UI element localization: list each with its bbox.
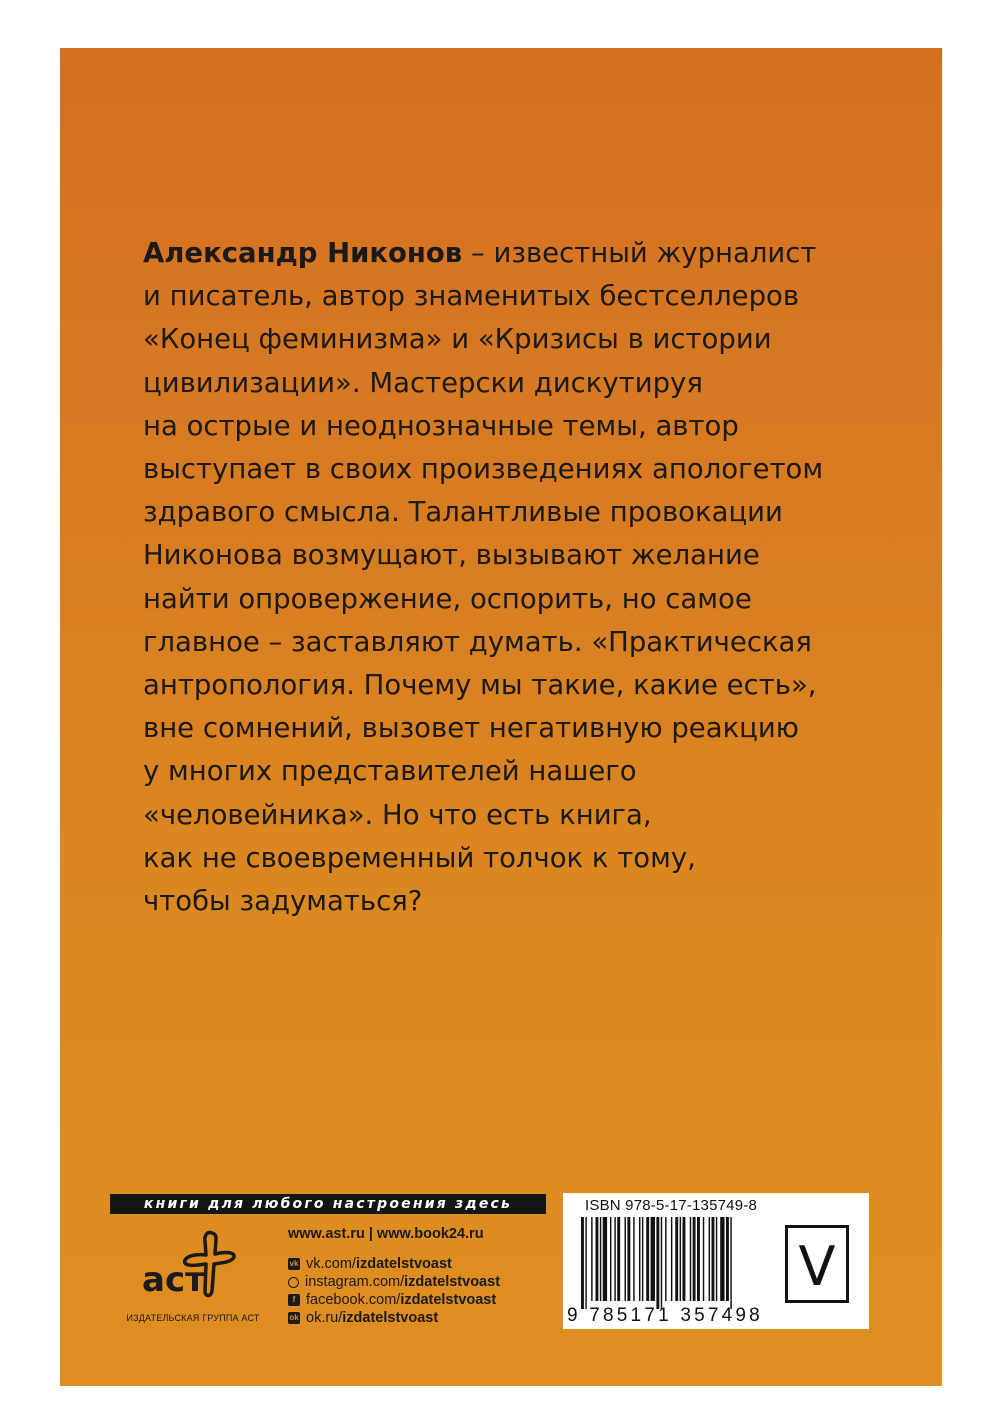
book-description [143, 232, 843, 923]
barcode-bar [730, 1217, 731, 1309]
barcode-bar [661, 1217, 662, 1309]
barcode-bar [693, 1217, 696, 1301]
ok-icon: ok [289, 1313, 299, 1322]
barcode-bar [680, 1217, 681, 1301]
blurb-line: «человейника». Но что есть книга, [143, 798, 652, 831]
logo-text: аст [142, 1260, 205, 1300]
barcode-bar [600, 1217, 601, 1301]
barcode-bar [625, 1217, 626, 1301]
blurb-line: чтобы задуматься? [143, 885, 423, 918]
publisher-logo [118, 1225, 268, 1325]
ast-logo-icon [138, 1225, 248, 1305]
barcode-bar [656, 1217, 659, 1309]
age-rating-icon [785, 1225, 849, 1303]
vk-icon: vk [289, 1259, 299, 1268]
barcode-bar [690, 1217, 691, 1301]
barcode-bar [712, 1217, 715, 1301]
barcode-bar [665, 1217, 666, 1301]
barcode-bar [671, 1217, 672, 1301]
isbn-label: ISBN 978-5-17-135749-8 [585, 1197, 758, 1214]
barcode-bar [720, 1217, 724, 1301]
instagram-icon [288, 1277, 299, 1288]
barcode-panel [563, 1193, 869, 1329]
publisher-links [288, 1226, 548, 1327]
age-rating-letter: V [798, 1235, 836, 1298]
barcode-bar [627, 1217, 630, 1301]
barcode-bar [585, 1217, 586, 1309]
barcode-bar [603, 1217, 607, 1301]
blurb-line: и писатель, автор знаменитых бестселлеров [143, 280, 800, 313]
social-link-instagram[interactable]: instagram.com/ izdatelstvoast [288, 1273, 548, 1291]
barcode-bar [675, 1217, 678, 1301]
blurb-line: найти опровержение, оспорить, но самое [143, 582, 752, 615]
blurb-line: антропология. Почему мы такие, какие есть», [143, 669, 817, 702]
barcode-bar [726, 1217, 729, 1301]
blurb-line: на острые и неоднозначные темы, автор [143, 409, 739, 442]
barcode-bar [642, 1217, 643, 1301]
blurb-line: главное – заставляют думать. «Практическая [143, 625, 812, 658]
barcode-bar [651, 1217, 655, 1301]
blurb-line: у многих представителей нашего [143, 755, 637, 788]
facebook-icon: f [288, 1294, 300, 1306]
barcode-bar [709, 1217, 710, 1301]
blurb-line: Александр Никонов – известный журналист [143, 237, 817, 269]
barcode-digits: 9 785171 357498 [567, 1305, 763, 1326]
barcode-bar [614, 1217, 615, 1301]
blurb-line: здравого смысла. Талантливые провокации [143, 496, 783, 529]
barcode-bar [610, 1217, 611, 1301]
barcode-bar [617, 1217, 620, 1301]
website-links[interactable]: www.ast.ru | www.book24.ru [288, 1226, 484, 1242]
social-link-ok[interactable]: ok ok.ru/ izdatelstvoast [289, 1310, 439, 1326]
barcode-bar [596, 1217, 599, 1301]
publisher-slogan: книги для любого настроения здесь [110, 1194, 546, 1214]
barcode-icon [577, 1217, 787, 1309]
blurb-line: выступает в своих произведениях апологетом [143, 453, 824, 486]
barcode-bar [633, 1217, 634, 1301]
barcode-bar [683, 1217, 686, 1301]
blurb-line: «Конец феминизма» и «Кризисы в истории [143, 323, 772, 356]
blurb-line: как не своевременный толчок к тому, [143, 841, 696, 874]
barcode-bar [716, 1217, 717, 1301]
barcode-bar [591, 1217, 592, 1301]
blurb-line: цивилизации». Мастерски дискутируя [143, 366, 703, 399]
blurb-line: вне сомнений, вызовет негативную реакцию [143, 712, 799, 745]
barcode-bar [639, 1217, 640, 1301]
blurb-line: Никонова возмущают, вызывают желание [143, 539, 760, 572]
logo-caption: ИЗДАТЕЛЬСКАЯ ГРУППА АСТ [126, 1313, 260, 1323]
author-name: Александр Никонов [143, 237, 463, 269]
barcode-bar [703, 1217, 704, 1301]
barcode-bar [581, 1217, 584, 1309]
barcode-bar [646, 1217, 649, 1301]
social-link-facebook[interactable]: f facebook.com/ izdatelstvoast [288, 1291, 548, 1309]
social-link-vk[interactable]: vk vk.com/ izdatelstvoast [289, 1256, 452, 1272]
barcode-bar [697, 1217, 700, 1301]
